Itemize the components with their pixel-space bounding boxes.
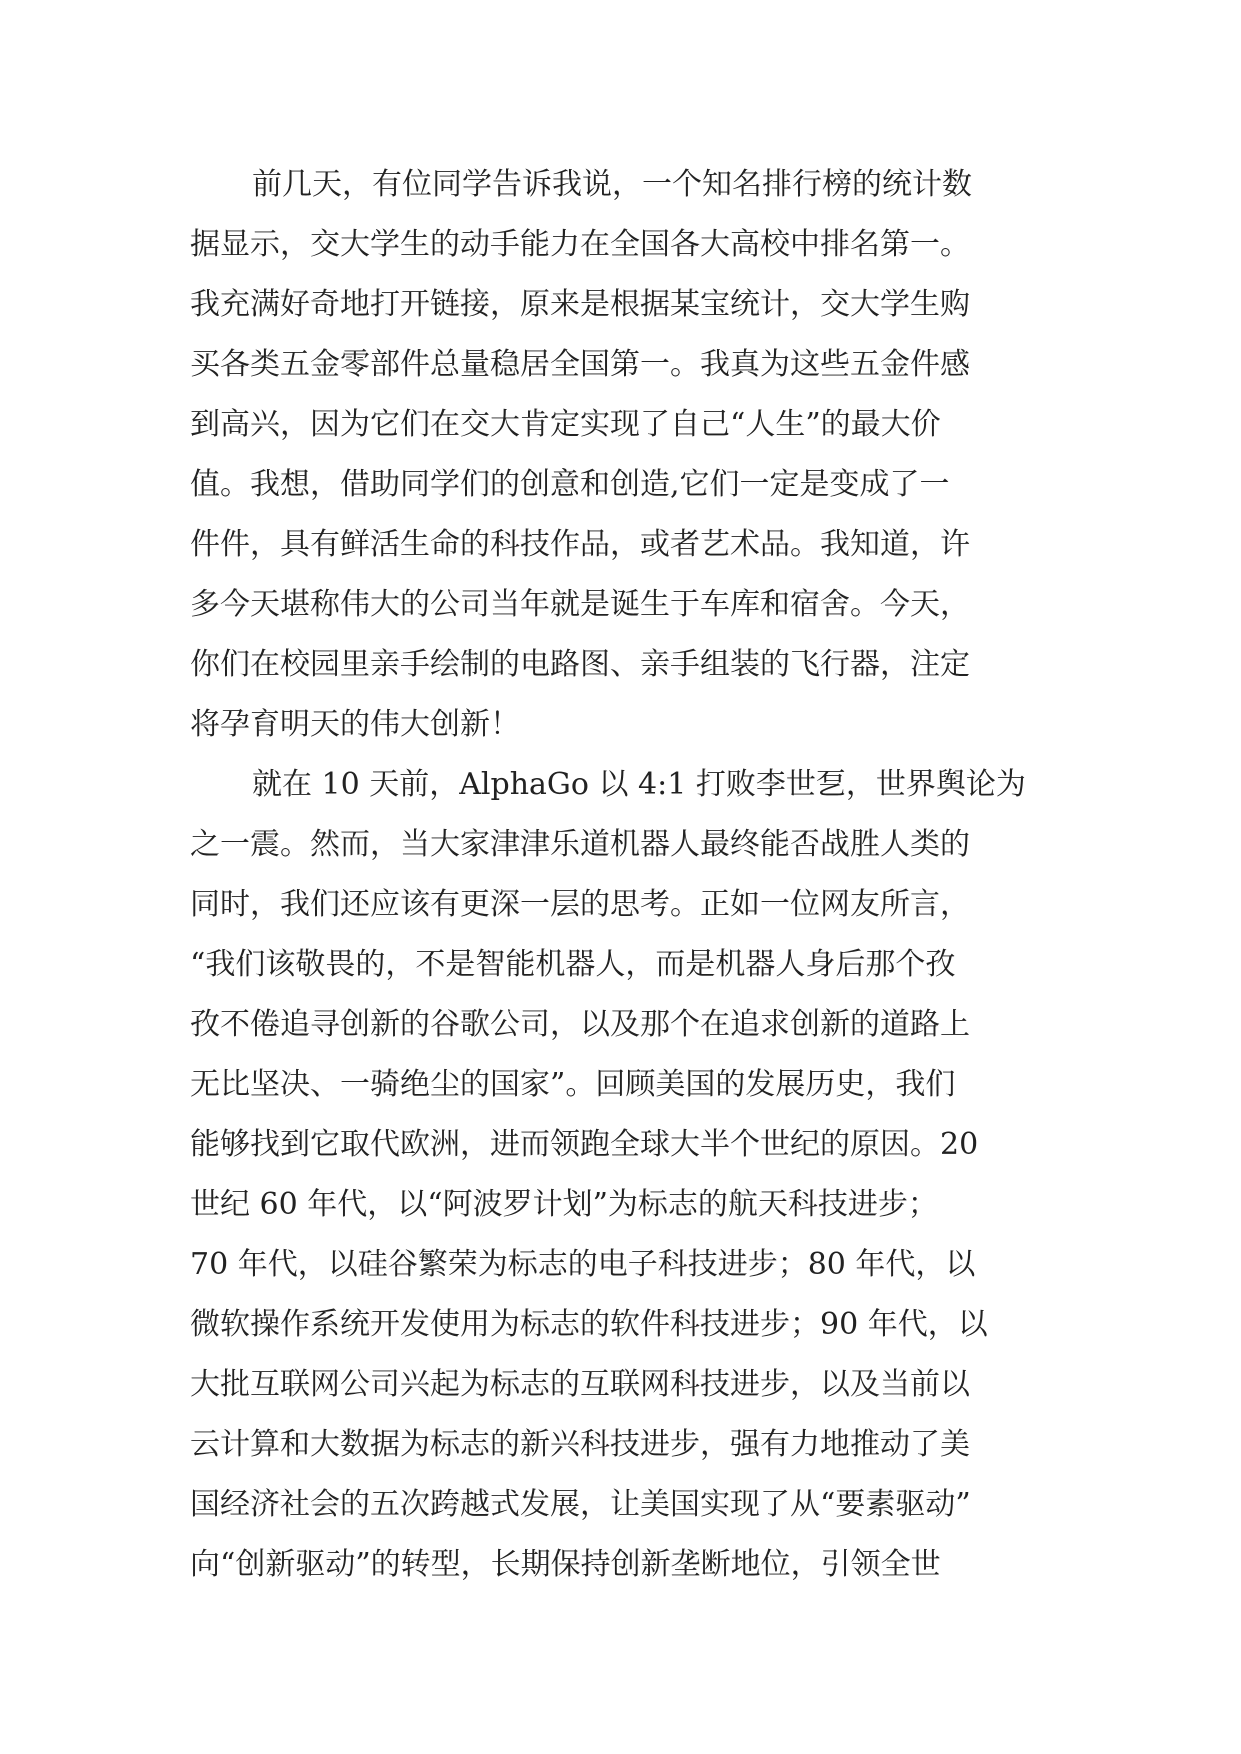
text-line: 国经济社会的五次跨越式发展，让美国实现了从“要素驱动” <box>190 1487 971 1522</box>
document-body <box>190 155 1070 1595</box>
text-line: 到高兴，因为它们在交大肯定实现了自己“人生”的最大价 <box>190 407 941 442</box>
text-line: 无比坚决、一骑绝尘的国家”。回顾美国的发展历史，我们 <box>190 1067 956 1102</box>
text-line: 大批互联网公司兴起为标志的互联网科技进步，以及当前以 <box>190 1367 970 1402</box>
text-line: 就在 10 天前，AlphaGo 以 4:1 打败李世乭，世界舆论为 <box>252 767 1026 802</box>
text-line: 我充满好奇地打开链接，原来是根据某宝统计，交大学生购 <box>190 287 970 322</box>
text-line: 能够找到它取代欧洲，进而领跑全球大半个世纪的原因。20 <box>190 1127 979 1162</box>
text-line: 之一震。然而，当大家津津乐道机器人最终能否战胜人类的 <box>190 827 970 862</box>
text-line: 向“创新驱动”的转型，长期保持创新垄断地位，引领全世 <box>190 1547 941 1582</box>
text-line: 孜不倦追寻创新的谷歌公司，以及那个在追求创新的道路上 <box>190 1007 970 1042</box>
text-line: 同时，我们还应该有更深一层的思考。正如一位网友所言， <box>190 887 970 922</box>
text-line: 据显示，交大学生的动手能力在全国各大高校中排名第一。 <box>190 227 970 262</box>
text-line: 70 年代，以硅谷繁荣为标志的电子科技进步；80 年代，以 <box>190 1247 976 1282</box>
text-line: 前几天，有位同学告诉我说，一个知名排行榜的统计数 <box>252 167 972 202</box>
text-line: 值。我想，借助同学们的创意和创造,它们一定是变成了一 <box>190 467 950 502</box>
text-line: 多今天堪称伟大的公司当年就是诞生于车库和宿舍。今天， <box>190 587 970 622</box>
text-line: 微软操作系统开发使用为标志的软件科技进步；90 年代，以 <box>190 1307 988 1342</box>
paragraph-1 <box>190 155 1070 755</box>
text-line: 将孕育明天的伟大创新！ <box>190 707 520 742</box>
text-line: 云计算和大数据为标志的新兴科技进步，强有力地推动了美 <box>190 1427 970 1462</box>
text-line: 你们在校园里亲手绘制的电路图、亲手组装的飞行器，注定 <box>190 647 970 682</box>
text-line: 世纪 60 年代，以“阿波罗计划”为标志的航天科技进步； <box>190 1187 938 1222</box>
text-line: “我们该敬畏的，不是智能机器人，而是机器人身后那个孜 <box>190 947 956 982</box>
paragraph-2 <box>190 755 1070 1595</box>
text-line: 件件，具有鲜活生命的科技作品，或者艺术品。我知道，许 <box>190 527 970 562</box>
text-line: 买各类五金零部件总量稳居全国第一。我真为这些五金件感 <box>190 347 970 382</box>
